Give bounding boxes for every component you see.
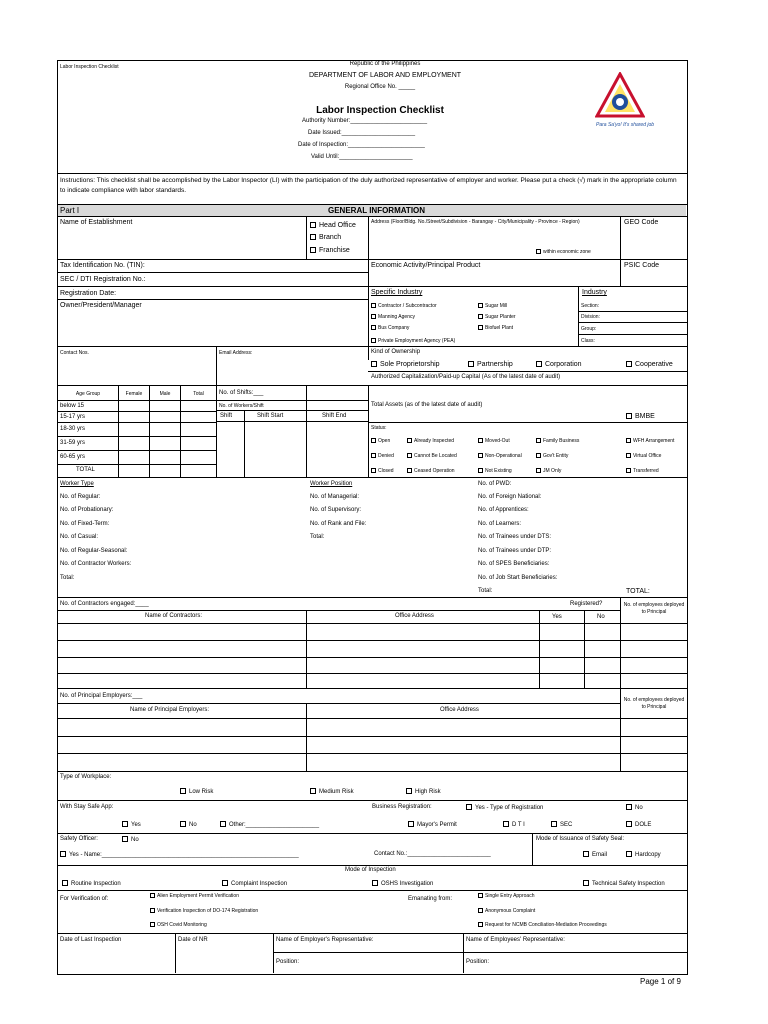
dti-option[interactable]: D T I	[503, 821, 525, 829]
checkbox-icon	[626, 851, 632, 857]
worker-other-item: No. of Foreign National:	[478, 494, 542, 500]
checkbox-icon	[407, 453, 412, 458]
status-already[interactable]: Already Inspected	[407, 438, 454, 444]
group-field[interactable]: Group:	[581, 326, 597, 332]
routine-option[interactable]: Routine Inspection	[62, 880, 121, 888]
shift-col: Shift	[220, 413, 233, 419]
employees-rep-label: Name of Employees' Representative:	[466, 937, 565, 943]
stay-safe-label: With Stay Safe App:	[60, 804, 114, 810]
age-row: below 15	[60, 403, 85, 409]
sec-option[interactable]: SEC	[551, 821, 572, 829]
verification-item[interactable]: OSH Covid Monitoring	[150, 922, 207, 928]
checkbox-icon	[371, 361, 377, 367]
valid-until: Valid Until:______________________	[311, 154, 413, 160]
seal-hardcopy-option[interactable]: Hardcopy	[626, 851, 661, 859]
contractor-name-header: Name of Contractors:	[145, 613, 203, 619]
checkbox-icon	[310, 222, 316, 228]
checkbox-icon	[150, 908, 155, 913]
stay-safe-other[interactable]: Other:______________________	[220, 821, 319, 829]
biz-reg-no[interactable]: No	[626, 804, 643, 812]
contact-no-field[interactable]: Contact No.:_________________________	[374, 851, 491, 857]
date-issued: Date Issued:______________________	[308, 130, 416, 136]
male-header: Male	[159, 391, 171, 397]
low-risk-option[interactable]: Low Risk	[180, 788, 213, 796]
sugar-planter-option[interactable]: Sugar Planter	[478, 314, 516, 320]
principal-name-header: Name of Principal Employers:	[130, 707, 210, 713]
status-govt[interactable]: Gov't Entity	[536, 453, 568, 459]
mode-label: Mode of Inspection	[345, 867, 396, 873]
checkbox-icon	[180, 788, 186, 794]
checkbox-icon	[626, 821, 632, 827]
checkbox-icon	[60, 851, 66, 857]
employer-rep-label: Name of Employer's Representative:	[276, 937, 374, 943]
bmbe-option[interactable]: BMBE	[626, 413, 655, 421]
status-transferred[interactable]: Transferred	[626, 468, 659, 474]
workplace-label: Type of Workplace:	[60, 774, 112, 780]
safety-officer-no[interactable]: No	[122, 836, 139, 844]
instructions: Instructions: This checklist shall be accomplished by the Labor Inspector (LI) with the participation of the duly authorized representative of employer and worker. Please put a check (√) mark in the appropriate column to indicate compliance with labor standards.	[60, 177, 677, 194]
worker-type-item: No. of Probationary:	[60, 507, 114, 513]
biz-reg-yes[interactable]: Yes - Type of Registration	[466, 804, 543, 812]
emanating-item[interactable]: Request for NCMB Conciliation-Mediation Proceedings	[478, 922, 607, 928]
biofuel-option[interactable]: Biofuel Plant	[478, 325, 513, 331]
est-name-label: Name of Establishment	[60, 219, 133, 226]
checkbox-icon	[122, 836, 128, 842]
checkbox-icon	[180, 821, 186, 827]
checkbox-icon	[478, 468, 483, 473]
checkbox-icon	[626, 361, 632, 367]
checkbox-icon	[478, 908, 483, 913]
psic-code-label: PSIC Code	[624, 262, 660, 269]
principal-office-header: Office Address	[440, 707, 479, 713]
within-zone-option[interactable]: within economic zone	[536, 249, 591, 255]
total-assets-label: Total Assets (as of the latest date of audit)	[371, 402, 483, 408]
status-jm[interactable]: JM Only	[536, 468, 561, 474]
seal-email-option[interactable]: Email	[583, 851, 607, 859]
employees-position: Position:	[466, 959, 490, 965]
authority-number: Authority Number:_______________________	[302, 118, 428, 124]
pea-option[interactable]: Private Employment Agency (PEA)	[371, 338, 455, 344]
verification-label: For Verification of:	[60, 896, 109, 902]
contractors-count: No. of Contractors engaged:____	[60, 601, 149, 607]
geo-code-label: GEO Code	[624, 219, 659, 226]
email-label: Email Address:	[219, 350, 253, 356]
cooperative-option[interactable]: Cooperative	[626, 361, 673, 369]
checkbox-icon	[371, 438, 376, 443]
status-open[interactable]: Open	[371, 438, 390, 444]
checkbox-icon	[407, 468, 412, 473]
status-notexist[interactable]: Not Existing	[478, 468, 512, 474]
worker-type-item: No. of Casual:	[60, 534, 99, 540]
worker-other-item: No. of PWD:	[478, 481, 512, 487]
checkbox-icon	[220, 821, 226, 827]
status-nonop[interactable]: Non-Operational	[478, 453, 522, 459]
principal-count: No. of Principal Employers:___	[60, 693, 143, 699]
checkbox-icon	[583, 851, 589, 857]
worker-other-item: No. of Job Start Beneficiaries:	[478, 575, 558, 581]
registered-yes: Yes	[552, 614, 562, 620]
bus-option[interactable]: Bus Company	[371, 325, 409, 331]
shift-end-col: Shift End	[322, 413, 347, 419]
sugar-mill-option[interactable]: Sugar Mill	[478, 303, 507, 309]
status-closed[interactable]: Closed	[371, 468, 394, 474]
status-ceased[interactable]: Ceased Operation	[407, 468, 455, 474]
section-field[interactable]: Section:	[581, 303, 600, 309]
capital-label: Authorized Capitalization/Paid-up Capital (As of the latest date of audit)	[371, 374, 561, 380]
checkbox-icon	[536, 361, 542, 367]
head-office-option[interactable]: Head Office	[310, 222, 356, 230]
checkbox-icon	[478, 893, 483, 898]
safety-officer-yes[interactable]: Yes - Name:___________________________________________________________	[60, 851, 299, 859]
checkbox-icon	[150, 922, 155, 927]
checkbox-icon	[371, 314, 376, 319]
checkbox-icon	[478, 303, 483, 308]
verification-item[interactable]: Verification Inspection of DO-174 Registration	[150, 908, 258, 914]
emanating-item[interactable]: Anonymous Complaint	[478, 908, 535, 914]
verification-item[interactable]: Alien Employment Permit Verification	[150, 893, 239, 899]
worker-position-item: No. of Supervisory:	[310, 507, 362, 513]
checkbox-icon	[310, 234, 316, 240]
tin-label: Tax Identification No. (TIN):	[60, 262, 145, 269]
class-field[interactable]: Class:	[581, 338, 595, 344]
shifts-count: No. of Shifts:___	[219, 390, 264, 396]
complaint-option[interactable]: Complaint Inspection	[222, 880, 287, 888]
document-label: Labor Inspection Checklist	[60, 64, 119, 70]
checkbox-icon	[466, 804, 472, 810]
employer-position: Position:	[276, 959, 300, 965]
partnership-option[interactable]: Partnership	[468, 361, 513, 369]
checkbox-icon	[626, 468, 631, 473]
checkbox-icon	[62, 880, 68, 886]
worker-other-item: No. of Trainees under DTS:	[478, 534, 552, 540]
regional-office: Regional Office No. _____	[344, 84, 416, 90]
dept-text: DEPARTMENT OF LABOR AND EMPLOYMENT	[308, 72, 462, 79]
specific-industry-label: Specific Industry	[371, 289, 423, 296]
checkbox-icon	[626, 438, 631, 443]
worker-position-item: Total:	[310, 534, 325, 540]
checkbox-icon	[478, 314, 483, 319]
contractor-option[interactable]: Contractor / Subcontractor	[371, 303, 437, 309]
worker-position-item: No. of Rank and File:	[310, 521, 367, 527]
page-title: Labor Inspection Checklist	[316, 105, 444, 116]
age-row: 18-30 yrs	[60, 426, 86, 432]
grand-total: TOTAL:	[626, 588, 650, 595]
worker-type-item: No. of Regular-Seasonal:	[60, 548, 128, 554]
checkbox-icon	[536, 468, 541, 473]
worker-other-item: No. of Apprentices:	[478, 507, 529, 513]
mayors-permit-option[interactable]: Mayor's Permit	[408, 821, 457, 829]
checkbox-icon	[583, 880, 589, 886]
checkbox-icon	[150, 893, 155, 898]
status-moved[interactable]: Moved-Out	[478, 438, 510, 444]
sec-label: SEC / DTI Registration No.:	[60, 276, 146, 283]
worker-other-item: No. of SPES Beneficiaries:	[478, 561, 550, 567]
worker-other-item: No. of Learners:	[478, 521, 522, 527]
status-family[interactable]: Family Business	[536, 438, 579, 444]
contractor-office-header: Office Address	[395, 613, 434, 619]
oshs-option[interactable]: OSHS Investigation	[372, 880, 433, 888]
contractor-deployed-header: No. of employees deployed to Principal	[623, 602, 685, 615]
manning-option[interactable]: Manning Agency	[371, 314, 415, 320]
principal-deployed-header: No. of employees deployed to Principal	[623, 697, 685, 710]
part-label: Part I	[60, 206, 80, 215]
worker-type-item: No. of Regular:	[60, 494, 101, 500]
republic-text: Republic of the Philippines	[349, 61, 421, 67]
checkbox-icon	[371, 325, 376, 330]
logo-tagline: Para Sa'yo! It's shared job	[596, 122, 655, 128]
checkbox-icon	[626, 413, 632, 419]
age-row-total: TOTAL	[76, 467, 95, 473]
female-header: Female	[125, 391, 143, 397]
business-reg-label: Business Registration:	[372, 804, 432, 810]
emanating-label: Emanating from:	[408, 896, 453, 902]
last-inspection-label: Date of Last Inspection	[60, 937, 122, 943]
checkbox-icon	[371, 453, 376, 458]
technical-option[interactable]: Technical Safety Inspection	[583, 880, 665, 888]
seal-mode-label: Mode of Issuance of Safety Seal:	[536, 836, 625, 842]
checkbox-icon	[371, 468, 376, 473]
part-title: GENERAL INFORMATION	[328, 206, 426, 215]
division-field[interactable]: Division:	[581, 314, 600, 320]
checkbox-icon	[536, 249, 541, 254]
age-header: Age Group	[75, 391, 101, 397]
worker-type-item: Total:	[60, 575, 75, 581]
dole-logo	[595, 72, 645, 122]
corporation-option[interactable]: Corporation	[536, 361, 582, 369]
stay-safe-no[interactable]: No	[180, 821, 197, 829]
checkbox-icon	[468, 361, 474, 367]
checkbox-icon	[536, 453, 541, 458]
worker-type-header: Worker Type	[60, 481, 94, 487]
worker-position-header: Worker Position	[310, 481, 353, 487]
checkbox-icon	[310, 788, 316, 794]
worker-other-item: No. of Trainees under DTP:	[478, 548, 552, 554]
owner-label: Owner/President/Manager	[60, 302, 142, 309]
industry-label: Industry	[582, 289, 607, 296]
checkbox-icon	[626, 453, 631, 458]
status-label: Status:	[371, 425, 387, 431]
contact-label: Contact Nos.	[60, 350, 89, 356]
emanating-item[interactable]: Single Entry Approach	[478, 893, 534, 899]
checkbox-icon	[371, 303, 376, 308]
age-row: 31-59 yrs	[60, 440, 86, 446]
reg-date-label: Registration Date:	[60, 290, 117, 297]
age-row: 60-65 yrs	[60, 454, 86, 460]
workers-shift-label: No. of Workers/Shift	[219, 403, 264, 409]
shift-start-col: Shift Start	[257, 413, 284, 419]
checkbox-icon	[536, 438, 541, 443]
worker-other-item: Total:	[478, 588, 493, 594]
address-label: Address (Floor/Bldg. No./Street/Subdivision - Barangay - City/Municipality - Province - Region)	[371, 219, 580, 225]
econ-activity-label: Economic Activity/Principal Product	[371, 262, 481, 269]
checkbox-icon	[406, 788, 412, 794]
status-denied[interactable]: Denied	[371, 453, 394, 459]
status-wfh[interactable]: WFH Arrangement	[626, 438, 674, 444]
checkbox-icon	[478, 922, 483, 927]
status-cannot[interactable]: Cannot Be Located	[407, 453, 457, 459]
nr-date-label: Date of NR	[178, 937, 208, 943]
checkbox-icon	[122, 821, 128, 827]
branch-option[interactable]: Branch	[310, 234, 341, 242]
worker-position-item: No. of Managerial:	[310, 494, 360, 500]
medium-risk-option[interactable]: Medium Risk	[310, 788, 354, 796]
checkbox-icon	[478, 325, 483, 330]
checkbox-icon	[408, 821, 414, 827]
franchise-option[interactable]: Franchise	[310, 247, 350, 255]
date-of-inspection: Date of Inspection:_______________________	[298, 142, 425, 148]
high-risk-option[interactable]: High Risk	[406, 788, 441, 796]
checkbox-icon	[372, 880, 378, 886]
worker-type-item: No. of Fixed-Term:	[60, 521, 110, 527]
checkbox-icon	[551, 821, 557, 827]
checkbox-icon	[371, 338, 376, 343]
dole-option[interactable]: DOLE	[626, 821, 651, 829]
checkbox-icon	[478, 453, 483, 458]
checkbox-icon	[626, 804, 632, 810]
sole-option[interactable]: Sole Proprietorship	[371, 361, 440, 369]
stay-safe-yes[interactable]: Yes	[122, 821, 141, 829]
checkbox-icon	[478, 438, 483, 443]
registered-header: Registered?	[570, 601, 603, 607]
checkbox-icon	[407, 438, 412, 443]
age-row: 15-17 yrs	[60, 414, 86, 420]
checkbox-icon	[310, 247, 316, 253]
status-virtual[interactable]: Virtual Office	[626, 453, 661, 459]
registered-no: No	[597, 614, 605, 620]
safety-officer-label: Safety Officer:	[60, 836, 98, 842]
checkbox-icon	[503, 821, 509, 827]
total-header: Total	[193, 391, 204, 397]
page-number: Page 1 of 9	[640, 977, 681, 986]
ownership-label: Kind of Ownership	[371, 349, 421, 355]
worker-type-item: No. of Contractor Workers:	[60, 561, 132, 567]
checkbox-icon	[222, 880, 228, 886]
